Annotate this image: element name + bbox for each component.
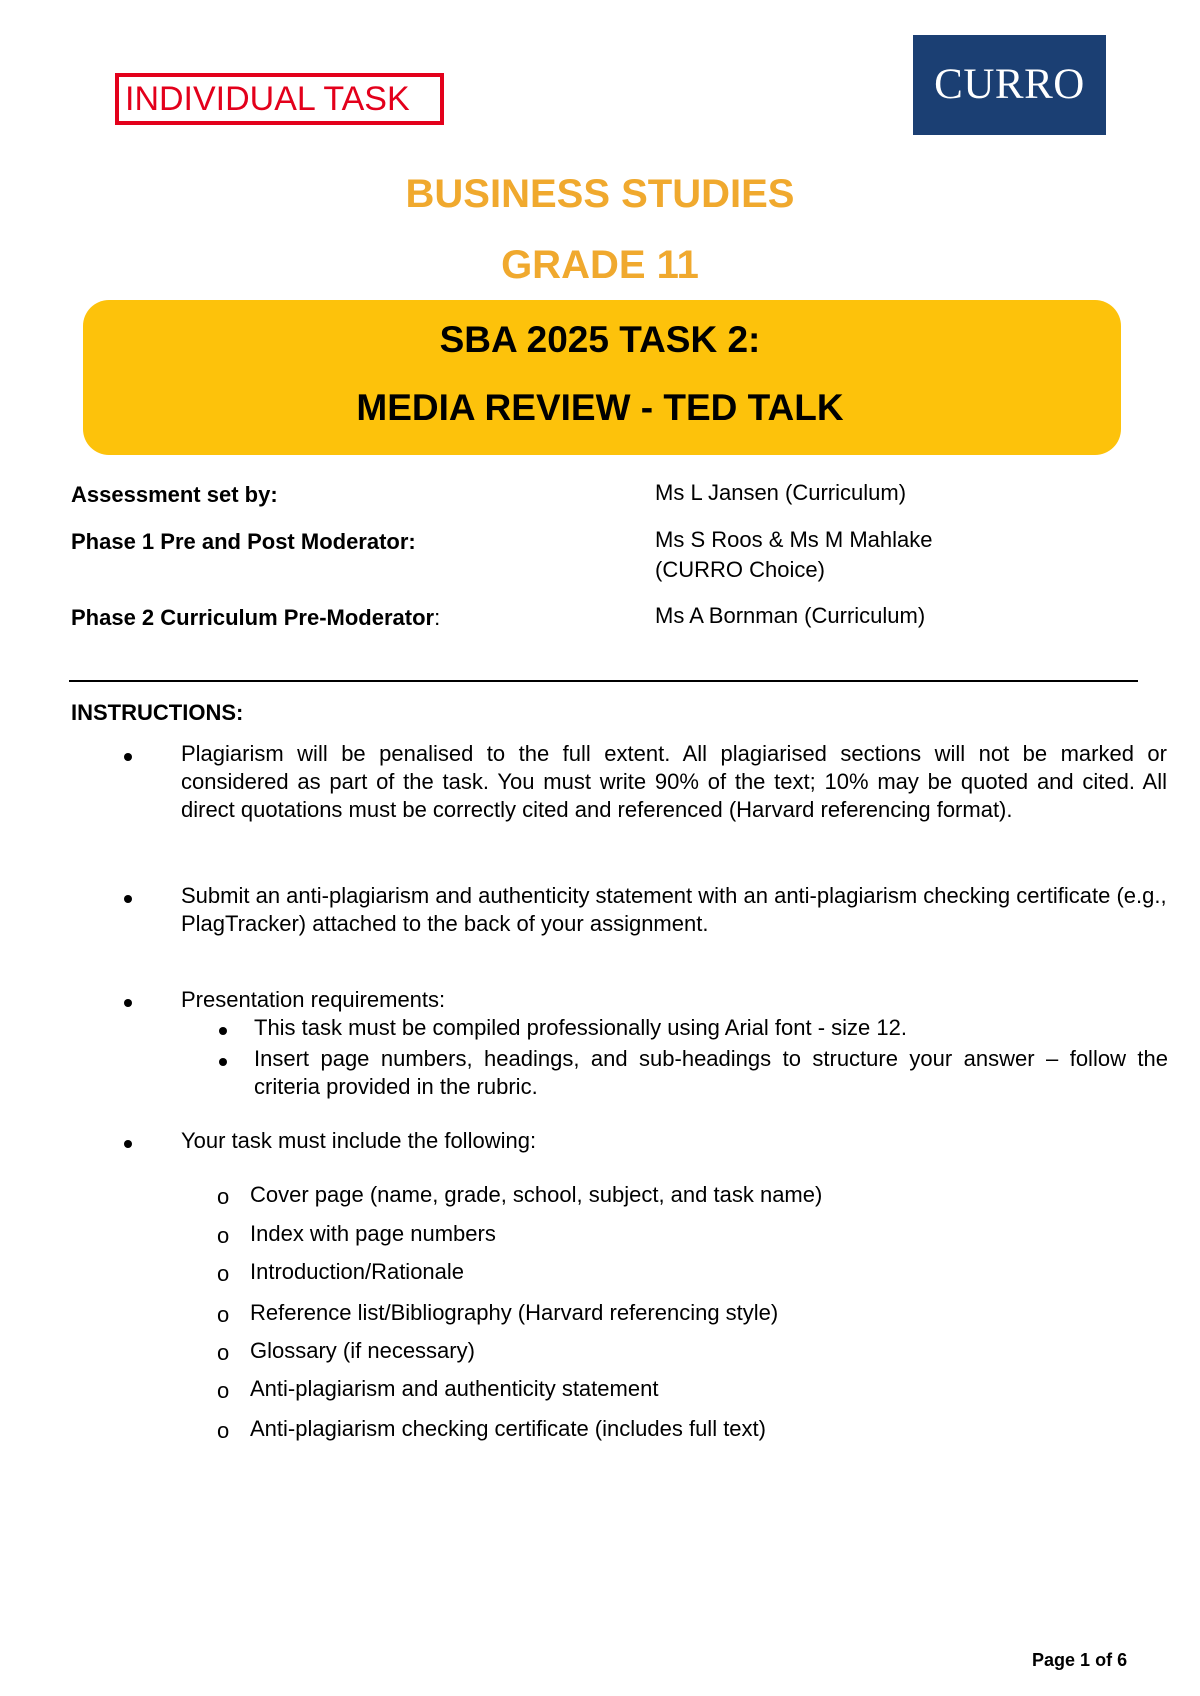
include-item: Anti-plagiarism and authenticity statement [250, 1376, 659, 1401]
sub-bullet-icon [219, 1027, 227, 1035]
phase2-value: Ms A Bornman (Curriculum) [655, 603, 926, 628]
include-item: Index with page numbers [250, 1221, 496, 1246]
include-intro: Your task must include the following: [181, 1128, 537, 1153]
list-marker-icon: o [217, 1302, 230, 1327]
plagiarism-instruction: Plagiarism will be penalised to the full extent. All plagiarised sections will not be marked or considered as part of the task. You must write 90% of the text; 10% may be quoted and cited. All direct quotations must be correctly cited and referenced (Harvard referencing format). [181, 741, 1167, 822]
statement-instruction: Submit an anti-plagiarism and authenticity statement with an anti-plagiarism checking certificate (e.g., PlagTracker) attached to the back of your assignment. [181, 883, 1167, 936]
list-marker-icon: o [217, 1378, 230, 1403]
include-item: Reference list/Bibliography (Harvard referencing style) [250, 1300, 779, 1325]
bullet-icon [124, 1140, 132, 1148]
individual-task-label: INDIVIDUAL TASK [115, 73, 444, 125]
banner-task-subtitle: MEDIA REVIEW - TED TALK [356, 387, 844, 428]
list-marker-icon: o [217, 1418, 230, 1443]
page-total: 6 [1117, 1650, 1128, 1670]
instructions-heading: INSTRUCTIONS: [71, 700, 244, 725]
phase1-value [655, 525, 933, 585]
page-of: of [1095, 1650, 1113, 1670]
list-marker-icon: o [217, 1223, 230, 1248]
list-marker-icon: o [217, 1261, 230, 1286]
phase2-label-colon: : [434, 605, 441, 630]
presentation-item: Insert page numbers, headings, and sub-headings to structure your answer – follow the criteria provided in the rubric. [254, 1046, 1168, 1099]
phase2-label-text: Phase 2 Curriculum Pre-Moderator [71, 605, 435, 630]
phase1-label: Phase 1 Pre and Post Moderator: [71, 529, 416, 554]
presentation-item: This task must be compiled professionally using Arial font - size 12. [254, 1015, 907, 1040]
set-by-label: Assessment set by: [71, 482, 278, 507]
phase2-label [71, 605, 440, 631]
list-marker-icon: o [217, 1184, 230, 1209]
grade-title: GRADE 11 [501, 243, 699, 287]
bullet-icon [124, 753, 132, 761]
include-item: Anti-plagiarism checking certificate (includes full text) [250, 1416, 766, 1441]
page-current: 1 [1080, 1650, 1091, 1670]
page-number [1032, 1650, 1127, 1671]
include-item: Glossary (if necessary) [250, 1338, 475, 1363]
bullet-icon [124, 895, 132, 903]
bullet-icon [124, 999, 132, 1007]
include-item: Cover page (name, grade, school, subject, and task name) [250, 1182, 823, 1207]
banner-task-title: SBA 2025 TASK 2: [439, 319, 761, 360]
include-item: Introduction/Rationale [250, 1259, 465, 1284]
page-label: Page [1032, 1650, 1076, 1670]
phase1-value-line2: (CURRO Choice) [655, 557, 825, 582]
presentation-heading: Presentation requirements: [181, 987, 446, 1012]
phase1-value-line1: Ms S Roos & Ms M Mahlake [655, 527, 933, 552]
sub-bullet-icon [219, 1058, 227, 1066]
curro-logo: CURRO [913, 35, 1106, 135]
subject-title: BUSINESS STUDIES [405, 172, 795, 216]
set-by-value: Ms L Jansen (Curriculum) [655, 480, 907, 505]
list-marker-icon: o [217, 1340, 230, 1365]
divider [69, 680, 1138, 682]
